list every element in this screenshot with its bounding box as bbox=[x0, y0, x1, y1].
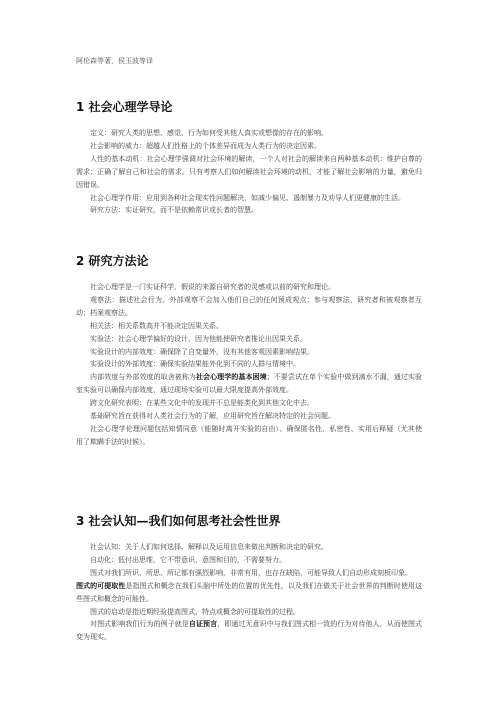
paragraph: 社会心理学是一门实证科学，假说的来源自研究者的灵感或以前的研究和理论。 bbox=[90, 283, 335, 291]
paragraph bbox=[76, 618, 422, 644]
paragraph: 社会心理学作用：应用到各种社会现实性问题解决，如减少偏见、遏制暴力及劝导人们更健康的生活。 bbox=[90, 193, 405, 202]
paragraph: 社会心理学伦理问题包括知情同意（能随时离开实验的自由）、确保匿名性、私密性、实用后释疑（尤其使用了欺瞒手法的时候）。 bbox=[76, 424, 422, 446]
paragraph-text: ，即通过无意识中与我们图式相一致的行为对待他人，从而使图式变为现实。 bbox=[76, 620, 423, 642]
paragraph: 定义：研究人类的思想、感觉、行为如何受其他人真实或想像的存在的影响。 bbox=[90, 129, 328, 137]
paragraph bbox=[76, 580, 422, 606]
paragraph-text: 对图式影响我们行为的例子就是 bbox=[90, 620, 189, 629]
paragraph: 实验设计的外部效度：确保实验结果能外化到不同的人群与情境中。 bbox=[90, 360, 300, 369]
paragraph-text: 内部效度与外部效度的取舍被称为 bbox=[90, 373, 196, 382]
section-heading-3: 3 社会认知—我们如何思考社会性世界 bbox=[76, 514, 281, 528]
paragraph: 图式的启动是指近期经验提高图式、特点或概念的可提取性的过程。 bbox=[90, 607, 300, 616]
section-heading-2: 2 研究方法论 bbox=[76, 254, 149, 268]
section-body-2 bbox=[76, 281, 422, 449]
authors-line: 阿伦森等著，侯玉波等译 bbox=[76, 57, 153, 65]
paragraph: 自动化：低付出思维，它不带意识、意图和目的，不需要努力。 bbox=[90, 555, 286, 564]
paragraph: 观察法：描述社会行为。外部观察不会加入他们自己的任何预成观点；参与观察法，研究者和被观察者互动；档案观察法。 bbox=[76, 295, 422, 317]
paragraph: 实验法：社会心理学偏好的设计，因为他能使研究者推论出因果关系。 bbox=[90, 334, 307, 343]
section-body-3 bbox=[76, 541, 422, 644]
paragraph-text: 是指图式和概念在我们头脑中所处的位置的优先性，以及我们在做关于社会世界的判断时使用这些图式和概念的可能性。 bbox=[76, 581, 422, 603]
section-body-1 bbox=[76, 127, 422, 217]
paragraph: 研究方法：实证研究，而不是依赖常识或长者的智慧。 bbox=[90, 206, 258, 215]
paragraph: 社会影响的威力：超越人们性格上的个体差异而成为人类行为的决定因素。 bbox=[90, 141, 321, 150]
paragraph: 实验设计的内部效度：确保除了自变量外，没有其他客观因素影响结果。 bbox=[90, 347, 314, 356]
paragraph: 相关法：相关系数高并不能决定因果关系。 bbox=[90, 321, 223, 330]
section-heading-1: 1 社会心理学导论 bbox=[76, 100, 173, 114]
paragraph: 图式对我们所识、所思、所记都有强烈影响，非常有用，也存在缺陷，可能导致人们自动形成刻板印象。 bbox=[90, 568, 412, 577]
bold-term: 图式的可提取性 bbox=[76, 581, 126, 590]
bold-term: 社会心理学的基本困境 bbox=[195, 373, 267, 382]
paragraph: 社会认知：关于人们如何选择、解释以及运用信息来做出判断和决定的研究。 bbox=[90, 543, 328, 551]
paragraph: 人性的基本动机：社会心理学强调对社会环境的解读，一个人对社会的解读来自两种基本动机：维护自尊的需求；正确了解自己和社会的需求。只有考察人们如何解读社会环境的动机，才能了解社会影响的力量，避免归因错误。 bbox=[76, 154, 422, 189]
paragraph-text: ；不要尝试在单个实验中做到滴水不漏，通过实验室实验可以确保内部效度，通过现场实验可以最大限度提高外部效度。 bbox=[76, 373, 423, 395]
paragraph: 基础研究旨在获得对人类社会行为的了解，应用研究旨在解决特定的社会问题。 bbox=[90, 412, 335, 421]
bold-term: 自证预言 bbox=[188, 620, 218, 629]
paragraph: 跨文化研究表明：在某些文化中的发现并不总是能类化到其他文化中去。 bbox=[90, 399, 314, 408]
paragraph bbox=[76, 371, 422, 397]
